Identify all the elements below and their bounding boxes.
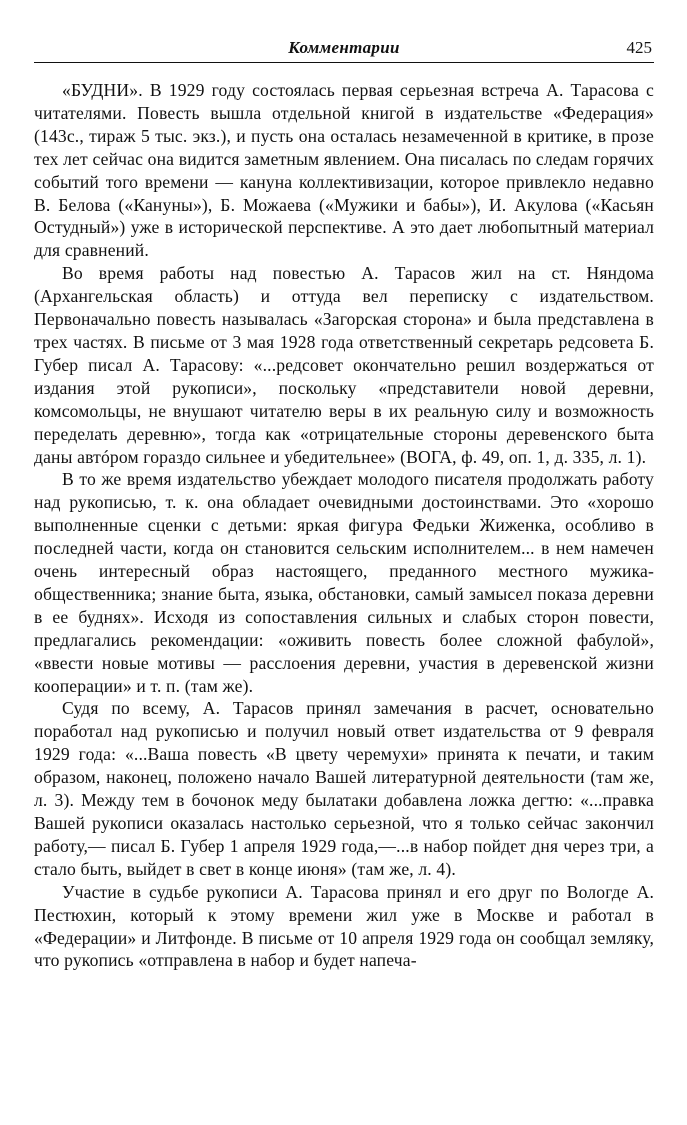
paragraph-pestyukhin: Участие в судьбе рукописи А. Тарасова принял и его друг по Вологде А. Пестюхин, который к этому времени жил уже в Москве и работал в «Федерации» и Литфонде. В письме от 10 апреля 1929 года он сообщал земляку, что рукопись «отправлена в набор и будет напеча- — [34, 881, 654, 971]
paragraph-publisher-advice: В то же время издательство убеждает молодого писателя продолжать работу над рукописью, т. к. она обладает очевидными достоинствами. Это «хорошо выполненные сценки с детьми: яркая фигура Федьки Жиженка, особливо в последней части, когда он становится сельским исполнителем... в нем намечен очень интересный образ настоящего, преданного местного мужика-общественника; знание быта, языка, обстановки, самый замысел показа деревни в ее буднях». Исходя из сопоставления сильных и слабых сторон повести, предлагались рекомендации: «оживить повесть более сложной фабулой», «ввести новые мотивы — расслоения деревни, участия в деревенской жизни кооперации» и т. п. (там же). — [34, 469, 654, 696]
paragraph-revision: Судя по всему, А. Тарасов принял замечания в расчет, основательно поработал над рукописью и получил новый ответ издательства от 9 февраля 1929 года: «...Ваша повесть «В цвету черемухи» принята к печати, и таким образом, наконец, положено начало Вашей литературной деятельности (там же, л. 3). Между тем в бочонок меду былатаки добавлена ложка дегтю: «...правка Вашей рукописи оказалась настолько серьезной, что я только сейчас закончил работу,— писал Б. Губер 1 апреля 1929 года,—...в набор пойдет дня через три, а стало быть, выйдет в свет в конце июня» (там же, л. 4). — [34, 698, 654, 879]
page-number: 425 — [626, 38, 652, 57]
book-page — [34, 34, 654, 972]
page-header — [34, 34, 654, 63]
paragraph-budni: «БУДНИ». В 1929 году состоялась первая серьезная встреча А. Тарасова с читателями. Повесть вышла отдельной книгой в издательстве «Федерация» (143с., тираж 5 тыс. экз.), и пусть она осталась незамеченной в критике, в прозе тех лет сейчас она видится заметным явлением. Она писалась по следам горячих событий того времени — кануна коллективизации, которое привлекло недавно В. Белова («Кануны»), Б. Можаева («Мужики и бабы»), И. Акулова («Касьян Остудный») уже в исторической перспективе. А это дает любопытный материал для сравнений. — [34, 80, 654, 261]
commentary-text — [34, 79, 654, 972]
running-title: Комментарии — [288, 38, 400, 57]
paragraph-nyandoma: Во время работы над повестью А. Тарасов жил на ст. Няндома (Архангельская область) и оттуда вел переписку с издательством. Первоначально повесть называлась «Загорская сторона» и была представлена в трех частях. В письме от 3 мая 1928 года ответственный секретарь редсовета Б. Губер писал А. Тарасову: «...редсовет окончательно решил воздержаться от издания этой рукописи», поскольку «представители новой деревни, комсомольцы, не внушают читателю веры в их реальную силу и возможность переделать деревню», тогда как «отрицательные стороны деревенского быта даны автóром гораздо сильнее и убедительнее» (ВОГА, ф. 49, оп. 1, д. 335, л. 1). — [34, 263, 654, 467]
